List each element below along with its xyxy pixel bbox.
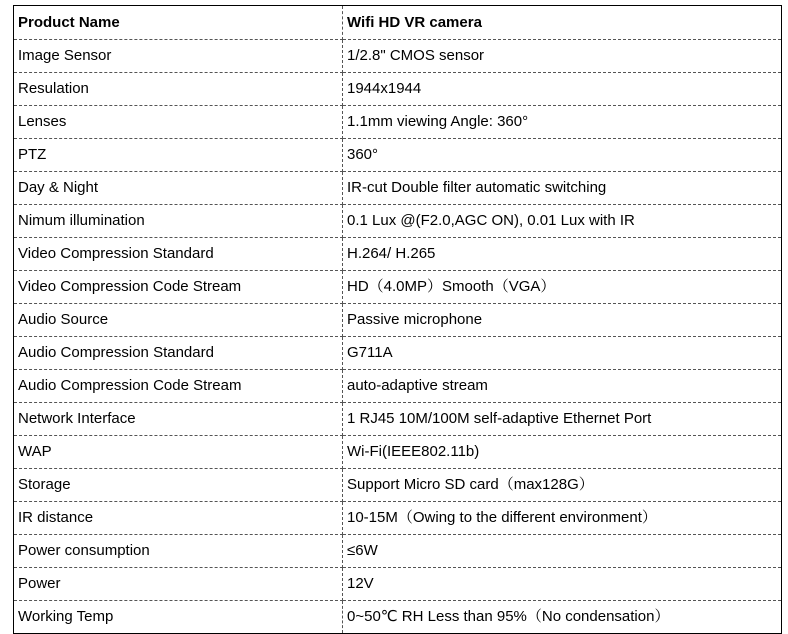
row-label: IR distance [14, 502, 343, 535]
table-row [14, 40, 782, 73]
table-row [14, 73, 782, 106]
row-value: ≤6W [343, 535, 782, 568]
header-value-cell: Wifi HD VR camera [343, 6, 782, 40]
row-value: 0~50℃ RH Less than 95%（No condensation） [343, 601, 782, 634]
table-row [14, 370, 782, 403]
table-row [14, 304, 782, 337]
table-row [14, 601, 782, 634]
row-label: Resulation [14, 73, 343, 106]
row-value: 10-15M（Owing to the different environment） [343, 502, 782, 535]
table-row [14, 535, 782, 568]
row-value: Support Micro SD card（max128G） [343, 469, 782, 502]
row-value: 360° [343, 139, 782, 172]
row-label: Storage [14, 469, 343, 502]
row-label: Network Interface [14, 403, 343, 436]
row-value: 1.1mm viewing Angle: 360° [343, 106, 782, 139]
table-row [14, 106, 782, 139]
row-label: Lenses [14, 106, 343, 139]
row-value: G711A [343, 337, 782, 370]
row-label: WAP [14, 436, 343, 469]
row-value: H.264/ H.265 [343, 238, 782, 271]
spec-table [13, 5, 782, 634]
row-label: Day & Night [14, 172, 343, 205]
row-value: 1944x1944 [343, 73, 782, 106]
row-value: 12V [343, 568, 782, 601]
table-row [14, 337, 782, 370]
table-row [14, 205, 782, 238]
row-label: Nimum illumination [14, 205, 343, 238]
row-label: Power [14, 568, 343, 601]
table-row [14, 172, 782, 205]
row-value: IR-cut Double filter automatic switching [343, 172, 782, 205]
row-label: Image Sensor [14, 40, 343, 73]
table-row [14, 568, 782, 601]
row-value: auto-adaptive stream [343, 370, 782, 403]
row-label: Audio Source [14, 304, 343, 337]
row-label: PTZ [14, 139, 343, 172]
table-row [14, 271, 782, 304]
row-value: Passive microphone [343, 304, 782, 337]
header-label-cell: Product Name [14, 6, 343, 40]
row-value: Wi-Fi(IEEE802.11b) [343, 436, 782, 469]
row-label: Power consumption [14, 535, 343, 568]
row-label: Audio Compression Code Stream [14, 370, 343, 403]
table-row [14, 139, 782, 172]
row-value: 1 RJ45 10M/100M self-adaptive Ethernet Port [343, 403, 782, 436]
table-row [14, 403, 782, 436]
table-row [14, 238, 782, 271]
row-label: Video Compression Code Stream [14, 271, 343, 304]
table-row [14, 469, 782, 502]
table-row [14, 502, 782, 535]
row-label: Audio Compression Standard [14, 337, 343, 370]
table-header-row [14, 6, 782, 40]
row-value: HD（4.0MP）Smooth（VGA） [343, 271, 782, 304]
row-label: Working Temp [14, 601, 343, 634]
row-label: Video Compression Standard [14, 238, 343, 271]
row-value: 1/2.8" CMOS sensor [343, 40, 782, 73]
row-value: 0.1 Lux @(F2.0,AGC ON), 0.01 Lux with IR [343, 205, 782, 238]
table-row [14, 436, 782, 469]
